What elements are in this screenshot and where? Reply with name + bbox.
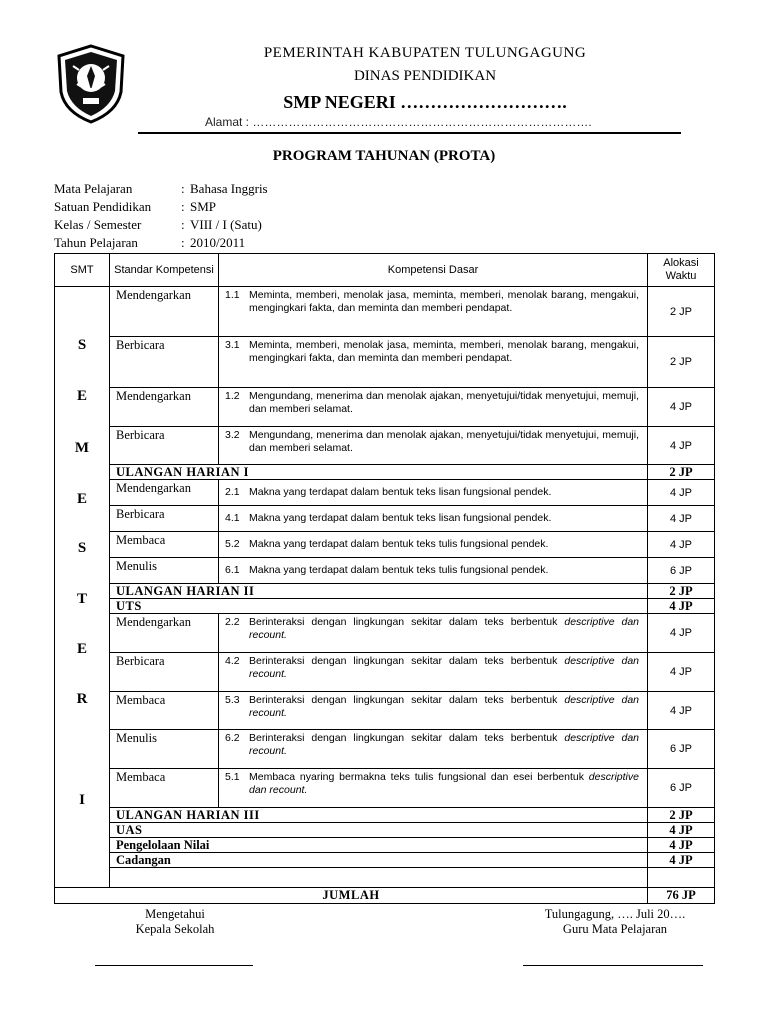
pengelolaan-nilai: Pengelolaan Nilai bbox=[110, 838, 648, 853]
kd-number: 3.2 bbox=[225, 429, 240, 441]
kd-number: 2.1 bbox=[225, 486, 240, 498]
table-row bbox=[55, 558, 715, 584]
signature-right-line1: Tulungagung, …. Juli 20…. bbox=[544, 907, 686, 921]
uas: UAS bbox=[110, 823, 648, 838]
blank-cell bbox=[110, 868, 648, 888]
cadangan: Cadangan bbox=[110, 853, 648, 868]
kd-text bbox=[249, 732, 639, 758]
aw-cell: 2 JP bbox=[648, 465, 715, 480]
kd-number: 6.2 bbox=[225, 732, 240, 744]
kd-number: 6.1 bbox=[225, 564, 240, 576]
kd-text: Mengundang, menerima dan menolak ajakan, menyetujui/tidak menyetujui, memuji, dan memberi selamat. bbox=[249, 390, 639, 415]
kd-cell bbox=[219, 532, 648, 558]
table-row bbox=[55, 599, 715, 614]
aw-cell: 4 JP bbox=[648, 506, 715, 532]
aw-cell: 4 JP bbox=[648, 480, 715, 506]
sk-cell: Membaca bbox=[110, 769, 219, 808]
aw-cell: 2 JP bbox=[648, 808, 715, 823]
aw-cell: 4 JP bbox=[648, 599, 715, 614]
header-kd: Kompetensi Dasar bbox=[219, 254, 648, 287]
table-row bbox=[55, 337, 715, 388]
total-label: JUMLAH bbox=[55, 888, 648, 904]
table-row bbox=[55, 853, 715, 868]
kd-number: 1.1 bbox=[225, 289, 240, 301]
kd-text bbox=[249, 655, 639, 681]
kd-number: 4.1 bbox=[225, 512, 240, 524]
signature-line-left bbox=[95, 965, 253, 966]
sk-cell: Berbicara bbox=[110, 337, 219, 388]
kd-cell bbox=[219, 337, 648, 388]
table-row bbox=[55, 868, 715, 888]
government-name: PEMERINTAH KABUPATEN TULUNGAGUNG bbox=[263, 45, 587, 61]
info-row bbox=[0, 217, 768, 235]
signature-right bbox=[520, 907, 710, 937]
header-rule bbox=[138, 132, 681, 134]
blank-cell bbox=[648, 868, 715, 888]
semester-letter: T bbox=[76, 591, 87, 607]
total-row bbox=[55, 888, 715, 904]
signature-left bbox=[95, 907, 255, 937]
info-sep: : bbox=[181, 235, 185, 250]
info-row bbox=[0, 181, 768, 199]
kd-cell bbox=[219, 506, 648, 532]
aw-cell: 4 JP bbox=[648, 653, 715, 692]
aw-cell: 6 JP bbox=[648, 730, 715, 769]
kd-cell bbox=[219, 692, 648, 730]
table-header-row bbox=[55, 254, 715, 287]
kd-text-main: Berinteraksi dengan lingkungan sekitar dalam teks berbentuk bbox=[249, 616, 558, 628]
table-row bbox=[55, 480, 715, 506]
table-row bbox=[55, 506, 715, 532]
kd-text: Meminta, memberi, menolak jasa, meminta, memberi, menolak barang, mengakui, mengingkari fakta, dan meminta dan memberi pendapat. bbox=[249, 289, 639, 314]
aw-cell: 2 JP bbox=[648, 337, 715, 388]
semester-letter: M bbox=[74, 440, 90, 456]
kd-text-italic: descriptive dan recount. bbox=[249, 771, 639, 796]
signature-left-line1: Mengetahui bbox=[145, 907, 205, 921]
kd-text: Makna yang terdapat dalam bentuk teks lisan fungsional pendek. bbox=[249, 486, 552, 498]
sk-cell: Membaca bbox=[110, 532, 219, 558]
document-title: PROGRAM TAHUNAN (PROTA) bbox=[272, 148, 496, 164]
kd-text: Makna yang terdapat dalam bentuk teks tulis fungsional pendek. bbox=[249, 538, 549, 550]
kd-text: Makna yang terdapat dalam bentuk teks lisan fungsional pendek. bbox=[249, 512, 552, 524]
department-name: DINAS PENDIDIKAN bbox=[353, 68, 497, 84]
info-label: Satuan Pendidikan bbox=[54, 199, 152, 214]
kd-text: Mengundang, menerima dan menolak ajakan, menyetujui/tidak menyetujui, memuji, dan memberi selamat. bbox=[249, 429, 639, 454]
semester-letter: E bbox=[76, 491, 87, 507]
regency-crest-icon bbox=[55, 44, 127, 124]
kd-text-italic: descriptive dan recount. bbox=[249, 732, 640, 757]
header-aw: Alokasi Waktu bbox=[648, 254, 715, 287]
aw-cell: 6 JP bbox=[648, 558, 715, 584]
table-row bbox=[55, 388, 715, 427]
kd-text bbox=[249, 771, 639, 797]
table-row bbox=[55, 532, 715, 558]
info-value: VIII / I (Satu) bbox=[190, 217, 262, 232]
kd-text bbox=[249, 694, 639, 720]
signature-line-right bbox=[523, 965, 703, 966]
kd-text: Meminta, memberi, menolak jasa, meminta, memberi, menolak barang, mengakui, mengingkari fakta, dan meminta dan memberi pendapat. bbox=[249, 339, 639, 364]
address: Alamat : …………………………………………………………………………. bbox=[205, 115, 592, 129]
kd-text bbox=[249, 616, 639, 642]
semester-letter: R bbox=[76, 691, 88, 707]
sk-cell: Mendengarkan bbox=[110, 614, 219, 653]
table-row bbox=[55, 692, 715, 730]
info-label: Kelas / Semester bbox=[54, 217, 142, 232]
sk-cell: Mendengarkan bbox=[110, 480, 219, 506]
aw-cell: 4 JP bbox=[648, 853, 715, 868]
kd-cell bbox=[219, 653, 648, 692]
kd-number: 2.2 bbox=[225, 616, 240, 628]
ulangan-harian-1: ULANGAN HARIAN I bbox=[110, 465, 648, 480]
header-smt: SMT bbox=[55, 254, 110, 287]
info-sep: : bbox=[181, 217, 185, 232]
kd-text-italic: descriptive dan recount. bbox=[249, 655, 640, 680]
kd-number: 1.2 bbox=[225, 390, 240, 402]
kd-cell bbox=[219, 558, 648, 584]
table-row bbox=[55, 614, 715, 653]
semester-letter: I bbox=[79, 792, 85, 808]
info-row bbox=[0, 235, 768, 253]
aw-cell: 4 JP bbox=[648, 388, 715, 427]
info-label: Tahun Pelajaran bbox=[54, 235, 138, 250]
info-value: Bahasa Inggris bbox=[190, 181, 268, 196]
sk-cell: Menulis bbox=[110, 730, 219, 769]
school-name: SMP NEGERI ………………………. bbox=[283, 92, 567, 112]
info-sep: : bbox=[181, 199, 185, 214]
aw-cell: 4 JP bbox=[648, 692, 715, 730]
kd-cell bbox=[219, 769, 648, 808]
table-row bbox=[55, 584, 715, 599]
aw-cell: 2 JP bbox=[648, 287, 715, 337]
kd-cell bbox=[219, 287, 648, 337]
kd-text-main: Membaca nyaring bermakna teks tulis fungsional dan esei berbentuk bbox=[249, 771, 584, 783]
total-value: 76 JP bbox=[648, 888, 715, 904]
kd-cell bbox=[219, 427, 648, 465]
uts: UTS bbox=[110, 599, 648, 614]
semester-letter: S bbox=[77, 540, 87, 556]
info-value: 2010/2011 bbox=[190, 235, 246, 250]
aw-cell: 4 JP bbox=[648, 823, 715, 838]
kd-number: 3.1 bbox=[225, 339, 240, 351]
sk-cell: Berbicara bbox=[110, 653, 219, 692]
kd-text-italic: descriptive dan recount. bbox=[249, 694, 640, 719]
prota-table bbox=[54, 253, 715, 904]
kd-cell bbox=[219, 480, 648, 506]
sk-cell: Berbicara bbox=[110, 506, 219, 532]
ulangan-harian-2: ULANGAN HARIAN II bbox=[110, 584, 648, 599]
info-row bbox=[0, 199, 768, 217]
semester-letter: S bbox=[77, 337, 87, 353]
header-sk: Standar Kompetensi bbox=[110, 254, 219, 287]
table-row bbox=[55, 653, 715, 692]
table-row bbox=[55, 838, 715, 853]
kd-text: Makna yang terdapat dalam bentuk teks tulis fungsional pendek. bbox=[249, 564, 549, 576]
kd-text-main: Berinteraksi dengan lingkungan sekitar dalam teks berbentuk bbox=[249, 655, 558, 667]
aw-cell: 6 JP bbox=[648, 769, 715, 808]
table-row bbox=[55, 769, 715, 808]
signature-left-line2: Kepala Sekolah bbox=[135, 922, 215, 936]
info-sep: : bbox=[181, 181, 185, 196]
sk-cell: Mendengarkan bbox=[110, 388, 219, 427]
sk-cell: Menulis bbox=[110, 558, 219, 584]
table-row bbox=[55, 287, 715, 337]
kd-cell bbox=[219, 388, 648, 427]
sk-cell: Membaca bbox=[110, 692, 219, 730]
ulangan-harian-3: ULANGAN HARIAN III bbox=[110, 808, 648, 823]
table-row bbox=[55, 823, 715, 838]
kd-number: 5.1 bbox=[225, 771, 240, 783]
info-value: SMP bbox=[190, 199, 217, 214]
info-label: Mata Pelajaran bbox=[54, 181, 133, 196]
kd-cell bbox=[219, 614, 648, 653]
table-row bbox=[55, 427, 715, 465]
kd-text-italic: descriptive dan recount. bbox=[249, 616, 640, 641]
aw-cell: 4 JP bbox=[648, 838, 715, 853]
table-row bbox=[55, 465, 715, 480]
aw-cell: 4 JP bbox=[648, 427, 715, 465]
kd-number: 4.2 bbox=[225, 655, 240, 667]
kd-cell bbox=[219, 730, 648, 769]
table-row bbox=[55, 808, 715, 823]
aw-cell: 2 JP bbox=[648, 584, 715, 599]
kd-text-main: Berinteraksi dengan lingkungan sekitar dalam teks berbentuk bbox=[249, 694, 558, 706]
semester-letter: E bbox=[76, 641, 87, 657]
aw-cell: 4 JP bbox=[648, 532, 715, 558]
table-row bbox=[55, 730, 715, 769]
sk-cell: Berbicara bbox=[110, 427, 219, 465]
sk-cell: Mendengarkan bbox=[110, 287, 219, 337]
kd-text-main: Berinteraksi dengan lingkungan sekitar dalam teks berbentuk bbox=[249, 732, 558, 744]
aw-cell: 4 JP bbox=[648, 614, 715, 653]
semester-letter: E bbox=[76, 388, 87, 404]
semester-column bbox=[55, 287, 110, 888]
signature-right-line2: Guru Mata Pelajaran bbox=[562, 922, 668, 936]
kd-number: 5.2 bbox=[225, 538, 240, 550]
kd-number: 5.3 bbox=[225, 694, 240, 706]
